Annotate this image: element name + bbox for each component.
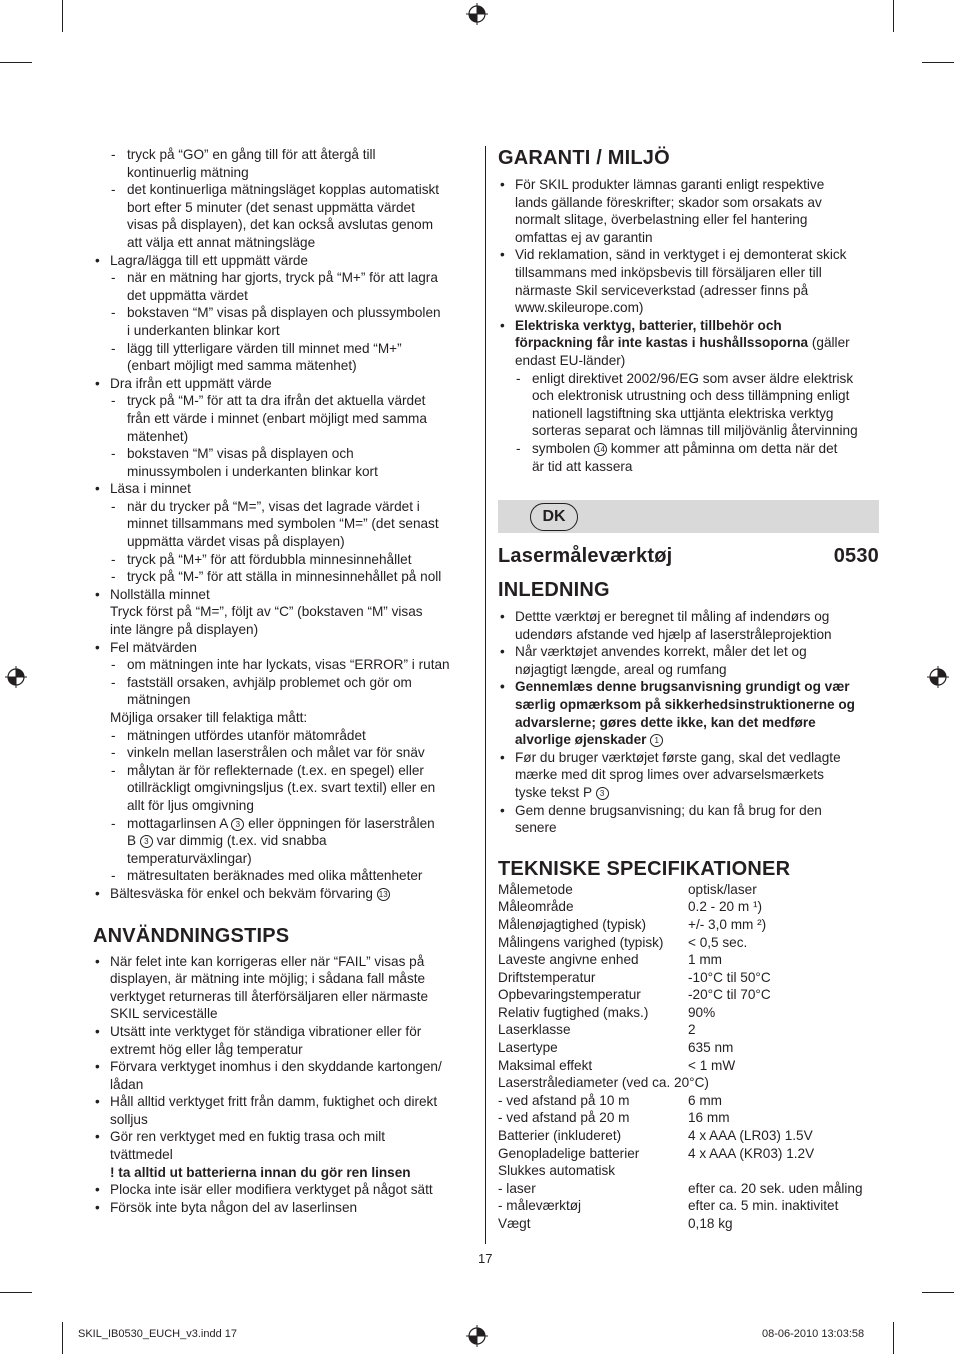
spec-row	[498, 1021, 880, 1039]
list-item: - fastställ orsaken, avhjälp problemet och gör om mätningen	[93, 674, 478, 709]
list-item: - bokstaven “M” visas på displayen och plussymbolen i underkanten blinkar kort	[93, 304, 478, 339]
registration-mark-icon	[466, 3, 488, 25]
list-item: - bokstaven “M” visas på displayen och minussymbolen i underkanten blinkar kort	[93, 445, 478, 480]
list-item: - tryck på “M-” för att ställa in minnesinnehållet på noll	[93, 568, 478, 586]
spec-value: -20°C til 70°C	[688, 987, 771, 1003]
paragraph: Möjliga orsaker till felaktiga mått:	[110, 710, 308, 725]
right-column	[498, 146, 880, 475]
spec-value: 2	[688, 1022, 696, 1038]
spec-row	[498, 1039, 880, 1057]
registration-mark-icon	[466, 1325, 488, 1347]
spec-label: Laveste angivne enhed	[498, 952, 639, 968]
list-item: • Plocka inte isär eller modifiera verktyget på något sätt	[93, 1181, 478, 1199]
spec-row	[498, 1109, 880, 1127]
spec-row	[498, 881, 880, 899]
list-item: • Gennemlæs denne brugsanvisning grundigt og vær særlig opmærksom på sikkerhedsinstruktionerne og advarslerne; gøres dette ikke, kan det medføre alvorlige øjenskader 1	[498, 678, 880, 748]
reference-number-icon: 14	[594, 443, 607, 456]
crop-mark	[893, 0, 894, 32]
section-heading: ANVÄNDNINGSTIPS	[93, 924, 290, 947]
spec-value: 16 mm	[688, 1110, 730, 1126]
spec-label: Målenøjagtighed (typisk)	[498, 916, 647, 932]
list-item: - symbolen 14 kommer att påminna om detta när det är tid att kassera	[498, 440, 880, 475]
footer-timestamp: 08-06-2010 13:03:58	[762, 1328, 865, 1340]
spec-label: Driftstemperatur	[498, 969, 596, 985]
list-item: - det kontinuerliga mätningsläget kopplas automatiskt bort efter 5 minuter (det senast uppmätta värdet visas på displayen), det kan också avslutas genom att välja ett annat mätningsläge	[93, 181, 478, 251]
list-item: • Elektriska verktyg, batterier, tillbehör och förpackning får inte kastas i hushållssoporna (gäller endast EU-länder)	[498, 317, 880, 370]
dk-title-row	[498, 544, 879, 568]
crop-mark	[893, 1322, 894, 1354]
spec-row	[498, 1145, 880, 1163]
spec-label: Lasertype	[498, 1040, 558, 1056]
spec-label: Relativ fugtighed (maks.)	[498, 1004, 649, 1020]
footer-filename: SKIL_IB0530_EUCH_v3.indd 17	[78, 1328, 237, 1340]
list-item: - mätresultaten beräknades med olika måttenheter	[93, 867, 478, 885]
section-heading: GARANTI / MILJÖ	[498, 147, 670, 169]
crop-mark	[62, 0, 63, 32]
paragraph: Tryck först på “M=”, följt av “C” (bokstaven “M” visas inte längre på displayen)	[110, 604, 423, 638]
list-item: - vinkeln mellan laserstrålen och målet var för snäv	[93, 744, 478, 762]
spec-row	[498, 986, 880, 1004]
spec-value: +/- 3,0 mm ²)	[688, 916, 767, 932]
list-item: - lägg till ytterligare värden till minnet med “M+” (enbart möjligt med samma mätenhet)	[93, 340, 478, 375]
spec-label: Målingens varighed (typisk)	[498, 934, 664, 950]
spec-row	[498, 898, 880, 916]
list-item: • Nollställa minnet	[93, 586, 478, 604]
reference-number-icon: 1	[650, 734, 663, 747]
spec-value: 6 mm	[688, 1092, 722, 1108]
list-item: • Förvara verktyget inomhus i den skyddande kartongen/ lådan	[93, 1058, 478, 1093]
list-item: - tryck på “M+” för att fördubbla minnesinnehållet	[93, 551, 478, 569]
crop-mark	[922, 62, 954, 63]
product-name: Lasermåleværktøj	[498, 545, 673, 567]
spec-row	[498, 1215, 880, 1233]
spec-value: -10°C til 50°C	[688, 969, 771, 985]
spec-label: - måleværktøj	[498, 1198, 582, 1214]
spec-label: Laserklasse	[498, 1022, 571, 1038]
list-item: • Vid reklamation, sänd in verktyget i ej demonterat skick tillsammans med inköpsbevis till försäljaren eller till närmaste Skil serviceverkstad (adresser finns på www.skileurope.com)	[498, 246, 880, 316]
page-number: 17	[478, 1251, 493, 1266]
spec-label: - laser	[498, 1180, 536, 1196]
section-heading: INLEDNING	[498, 579, 610, 601]
list-item: • För SKIL produkter lämnas garanti enligt respektive lands gällande föreskrifter; skador som orsakats av normalt slitage, överbelastning eller fel hantering omfattas ej av garantin	[498, 176, 880, 246]
product-title	[498, 544, 879, 568]
spec-value: 0.2 - 20 m ¹)	[688, 899, 763, 915]
list-item: • Dra ifrån ett uppmätt värde	[93, 375, 478, 393]
list-item: - mätningen utfördes utanför mätområdet	[93, 727, 478, 745]
list-item: • Gör ren verktyget med en fuktig trasa och milt tvättmedel	[93, 1128, 478, 1163]
spec-table	[498, 881, 880, 1233]
reference-number-icon: 3	[596, 787, 609, 800]
left-column	[93, 146, 478, 1216]
spec-value: 0,18 kg	[688, 1216, 733, 1231]
spec-row	[498, 916, 880, 934]
spec-value: < 0,5 sec.	[688, 934, 748, 950]
spec-value: < 1 mW	[688, 1057, 736, 1073]
list-item: • När felet inte kan korrigeras eller när “FAIL” visas på displayen, är mätning inte möjlig; i sådana fall måste verktyget returneras till återförsäljaren eller närmaste SKIL serviceställe	[93, 953, 478, 1023]
spec-label: Måleområde	[498, 899, 574, 915]
spec-value: 1 mm	[688, 952, 722, 968]
spec-label: Laserstrålediameter (ved ca. 20°C)	[498, 1075, 709, 1091]
list-item: • Dettte værktøj er beregnet til måling af indendørs og udendørs afstande ved hjælp af laserstråleprojektion	[498, 608, 880, 643]
spec-value: optisk/laser	[688, 881, 757, 897]
list-item: - målytan är för reflekternade (t.ex. en spegel) eller otillräckligt omgivningsljus (t.ex. svart textil) eller en allt för ljus omgivning	[93, 762, 478, 815]
list-item: • Utsätt inte verktyget för ständiga vibrationer eller för extremt hög eller låg temperatur	[93, 1023, 478, 1058]
list-item: - om mätningen inte har lyckats, visas “ERROR” i rutan	[93, 656, 478, 674]
list-item: • Försök inte byta någon del av laserlinsen	[93, 1199, 478, 1217]
list-item: • Fel mätvärden	[93, 639, 478, 657]
spec-row	[498, 1004, 880, 1022]
spec-row	[498, 934, 880, 952]
crop-mark	[0, 1292, 32, 1293]
spec-row	[498, 969, 880, 987]
spec-value: 4 x AAA (KR03) 1.2V	[688, 1145, 815, 1161]
language-badge: DK	[530, 503, 578, 531]
spec-value: 4 x AAA (LR03) 1.5V	[688, 1128, 813, 1144]
list-item: • Läsa i minnet	[93, 480, 478, 498]
spec-row	[498, 1127, 880, 1145]
spec-label: Opbevaringstemperatur	[498, 987, 641, 1003]
crop-mark	[62, 1322, 63, 1354]
list-item: - tryck på “M-” för att ta dra ifrån det aktuella värdet från ett värde i minnet (enbart möjligt med samma mätenhet)	[93, 392, 478, 445]
product-code: 0530	[833, 545, 879, 567]
warning-note: ! ta alltid ut batterierna innan du gör ren linsen	[110, 1164, 411, 1180]
spec-label: Batterier (inkluderet)	[498, 1128, 622, 1144]
spec-row	[498, 1074, 880, 1092]
reference-number-icon: 3	[231, 818, 244, 831]
list-item: • Bältesväska för enkel och bekväm förvaring 13	[93, 885, 478, 903]
crop-mark	[0, 62, 32, 63]
spec-label: - ved afstand på 10 m	[498, 1092, 630, 1108]
list-item: - när en mätning har gjorts, tryck på “M+” för att lagra det uppmätta värdet	[93, 269, 478, 304]
list-item: - enligt direktivet 2002/96/EG som avser äldre elektrisk och elektronisk utrustning och dess tillämpning enligt nationell lagstiftning ska uttjänta elektriska verktyg sorteras separat och lämnas till miljövänlig återvinning	[498, 370, 880, 440]
list-item: • Før du bruger værktøjet første gang, skal det vedlagte mærke med dit sprog limes over advarselsmærkets tyske tekst P 3	[498, 749, 880, 802]
list-item: - tryck på “GO” en gång till för att återgå till kontinuerlig mätning	[93, 146, 478, 181]
spec-row	[498, 1057, 880, 1075]
spec-row	[498, 951, 880, 969]
registration-mark-icon	[927, 666, 949, 688]
list-item: • Håll alltid verktyget fritt från damm, fuktighet och direkt solljus	[93, 1093, 478, 1128]
section-heading: TEKNISKE SPECIFIKATIONER	[498, 857, 791, 880]
spec-label: Maksimal effekt	[498, 1057, 593, 1073]
spec-row	[498, 1180, 880, 1198]
spec-value: 635 nm	[688, 1040, 734, 1056]
spec-value: 90%	[688, 1004, 716, 1020]
spec-row	[498, 1092, 880, 1110]
list-item: • Lagra/lägga till ett uppmätt värde	[93, 252, 478, 270]
spec-value: efter ca. 20 sek. uden måling	[688, 1180, 863, 1196]
spec-label: - ved afstand på 20 m	[498, 1110, 630, 1126]
spec-row	[498, 1162, 880, 1180]
registration-mark-icon	[5, 666, 27, 688]
spec-value: efter ca. 5 min. inaktivitet	[688, 1198, 839, 1214]
spec-label: Genopladelige batterier	[498, 1145, 640, 1161]
spec-row	[498, 1197, 880, 1215]
list-item: - mottagarlinsen A 3 eller öppningen för laserstrålen B 3 var dimmig (t.ex. vid snabba temperaturväxlingar)	[93, 815, 478, 868]
column-divider	[485, 146, 486, 1244]
list-item: • Når værktøjet anvendes korrekt, måler det let og nøjagtigt længde, areal og rumfang	[498, 643, 880, 678]
spec-label: Vægt	[498, 1216, 531, 1231]
list-item: • Gem denne brugsanvisning; du kan få brug for den senere	[498, 802, 880, 837]
crop-mark	[922, 1292, 954, 1293]
spec-label: Målemetode	[498, 881, 573, 897]
list-item: - när du trycker på “M=”, visas det lagrade värdet i minnet tillsammans med symbolen “M=” (det senast uppmätta värdet visas på displayen)	[93, 498, 478, 551]
reference-number-icon: 13	[377, 888, 390, 901]
dk-section	[498, 578, 880, 1233]
spec-label: Slukkes automatisk	[498, 1163, 616, 1179]
reference-number-icon: 3	[140, 835, 153, 848]
